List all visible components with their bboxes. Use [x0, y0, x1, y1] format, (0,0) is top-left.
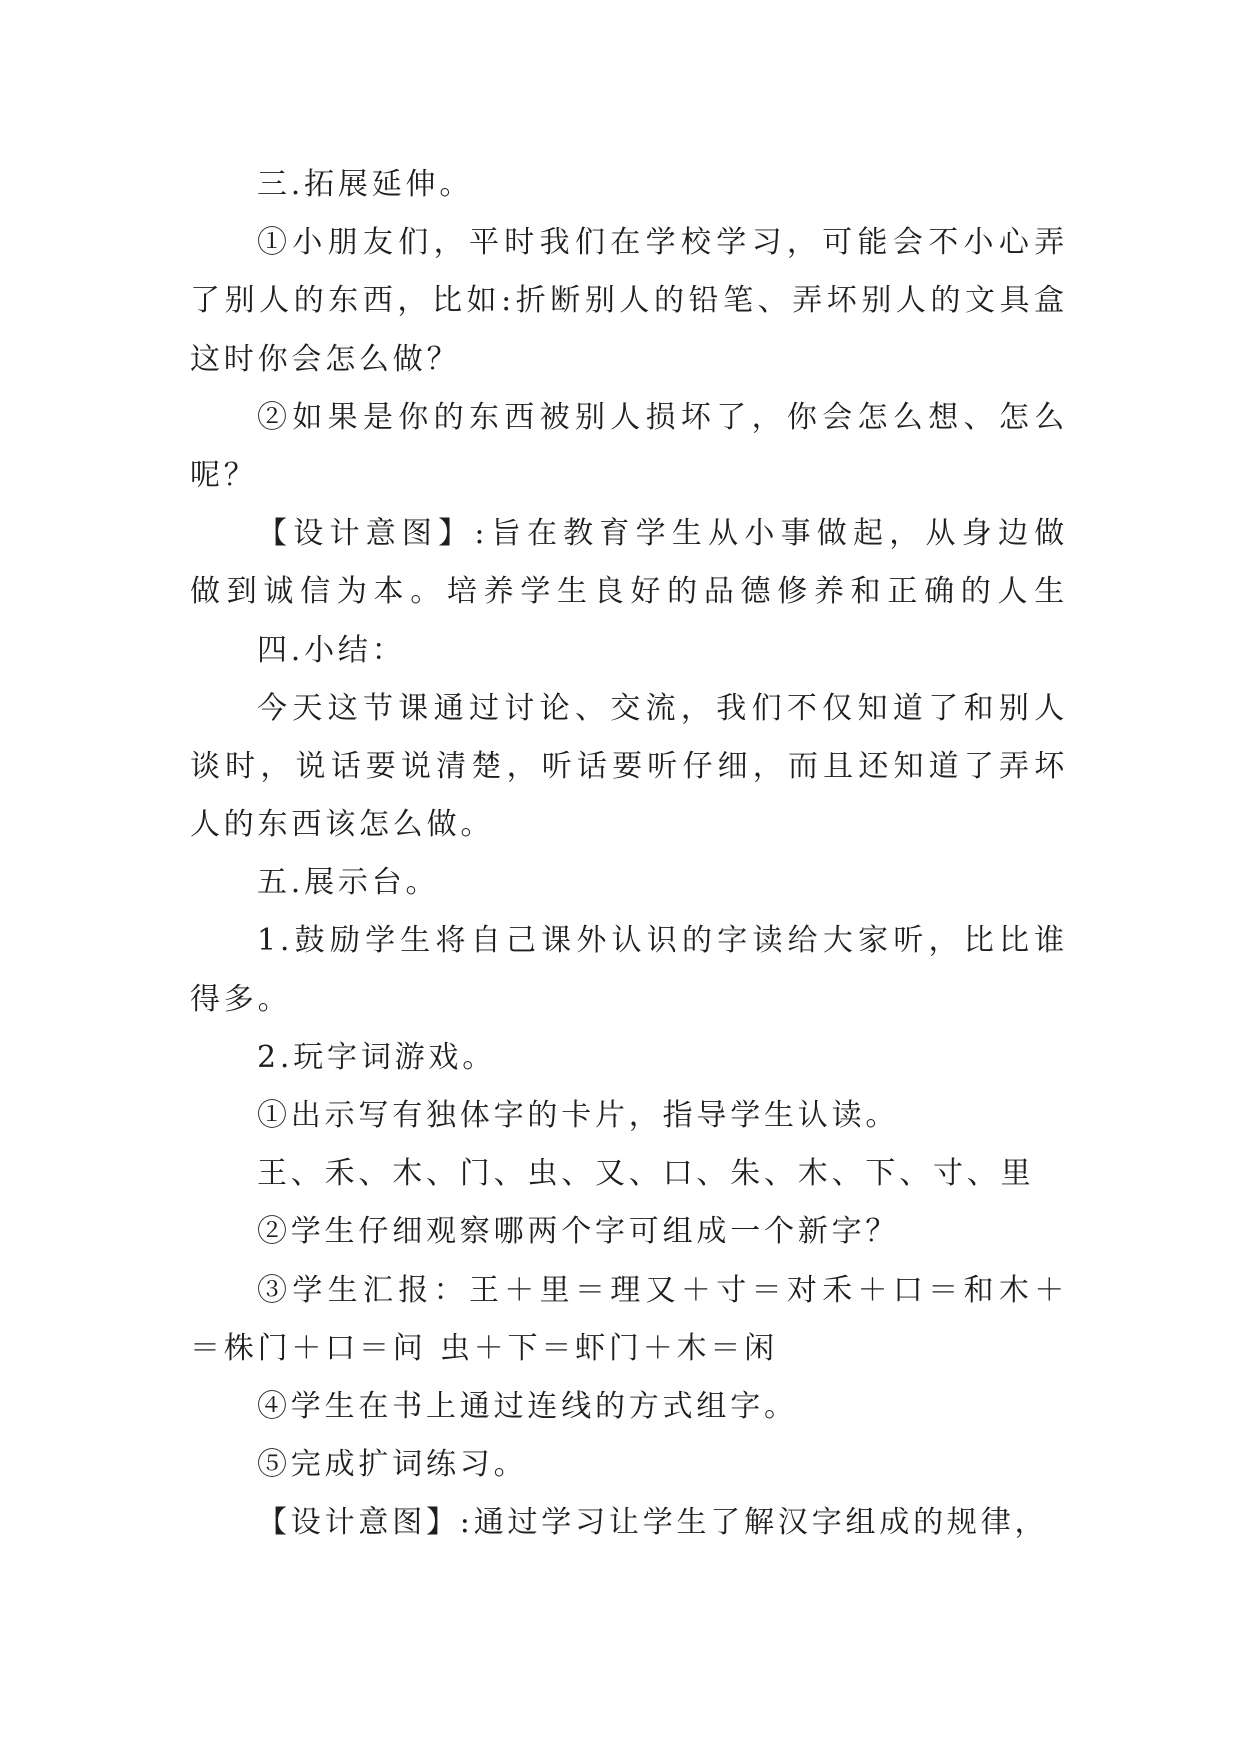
text-line: ②学生仔细观察哪两个字可组成一个新字？: [257, 1214, 900, 1250]
text-line: ⑤完成扩词练习。: [257, 1447, 528, 1483]
text-line: 这时你会怎么做？: [190, 341, 461, 377]
text-line: 1.鼓励学生将自己课外认识的字读给大家听，比比谁: [257, 923, 1068, 959]
text-line: ④学生在书上通过连线的方式组字。: [257, 1388, 798, 1424]
character-list: 王、禾、木、门、虫、又、口、朱、木、下、寸、里: [257, 1156, 1035, 1192]
text-line: ②如果是你的东西被别人损坏了，你会怎么想、怎么: [257, 399, 1068, 435]
text-line: ①小朋友们，平时我们在学校学习，可能会不小心弄: [257, 225, 1068, 261]
text-line: 2.玩字词游戏。: [257, 1039, 497, 1075]
design-intent-line: 【设计意图】:通过学习让学生了解汉字组成的规律，: [257, 1505, 1049, 1541]
document-body: [190, 156, 1068, 1553]
text-line: ③学生汇报：王＋里＝理又＋寸＝对禾＋口＝和木＋: [257, 1272, 1068, 1308]
text-line: 人的东西该怎么做。: [190, 807, 495, 843]
text-line: 做到诚信为本。培养学生良好的品德修养和正确的人生: [190, 574, 1068, 610]
section-heading-showcase: 五.展示台。: [257, 865, 440, 901]
section-heading-extension: 三.拓展延伸。: [257, 167, 474, 202]
text-line: 今天这节课通过讨论、交流，我们不仅知道了和别人: [257, 690, 1068, 726]
section-heading-summary: 四.小结：: [257, 632, 406, 668]
text-line: ＝株门＋口＝问 虫＋下＝虾门＋木＝闲: [190, 1330, 778, 1366]
text-line: 呢？: [190, 457, 258, 493]
text-line: 谈时，说话要说清楚，听话要听仔细，而且还知道了弄坏: [190, 748, 1068, 784]
text-line: 得多。: [190, 981, 292, 1017]
design-intent-line: 【设计意图】:旨在教育学生从小事做起，从身边做: [257, 516, 1068, 552]
text-line: ①出示写有独体字的卡片，指导学生认读。: [257, 1098, 900, 1133]
text-line: 了别人的东西，比如:折断别人的铅笔、弄坏别人的文具盒: [190, 283, 1068, 319]
